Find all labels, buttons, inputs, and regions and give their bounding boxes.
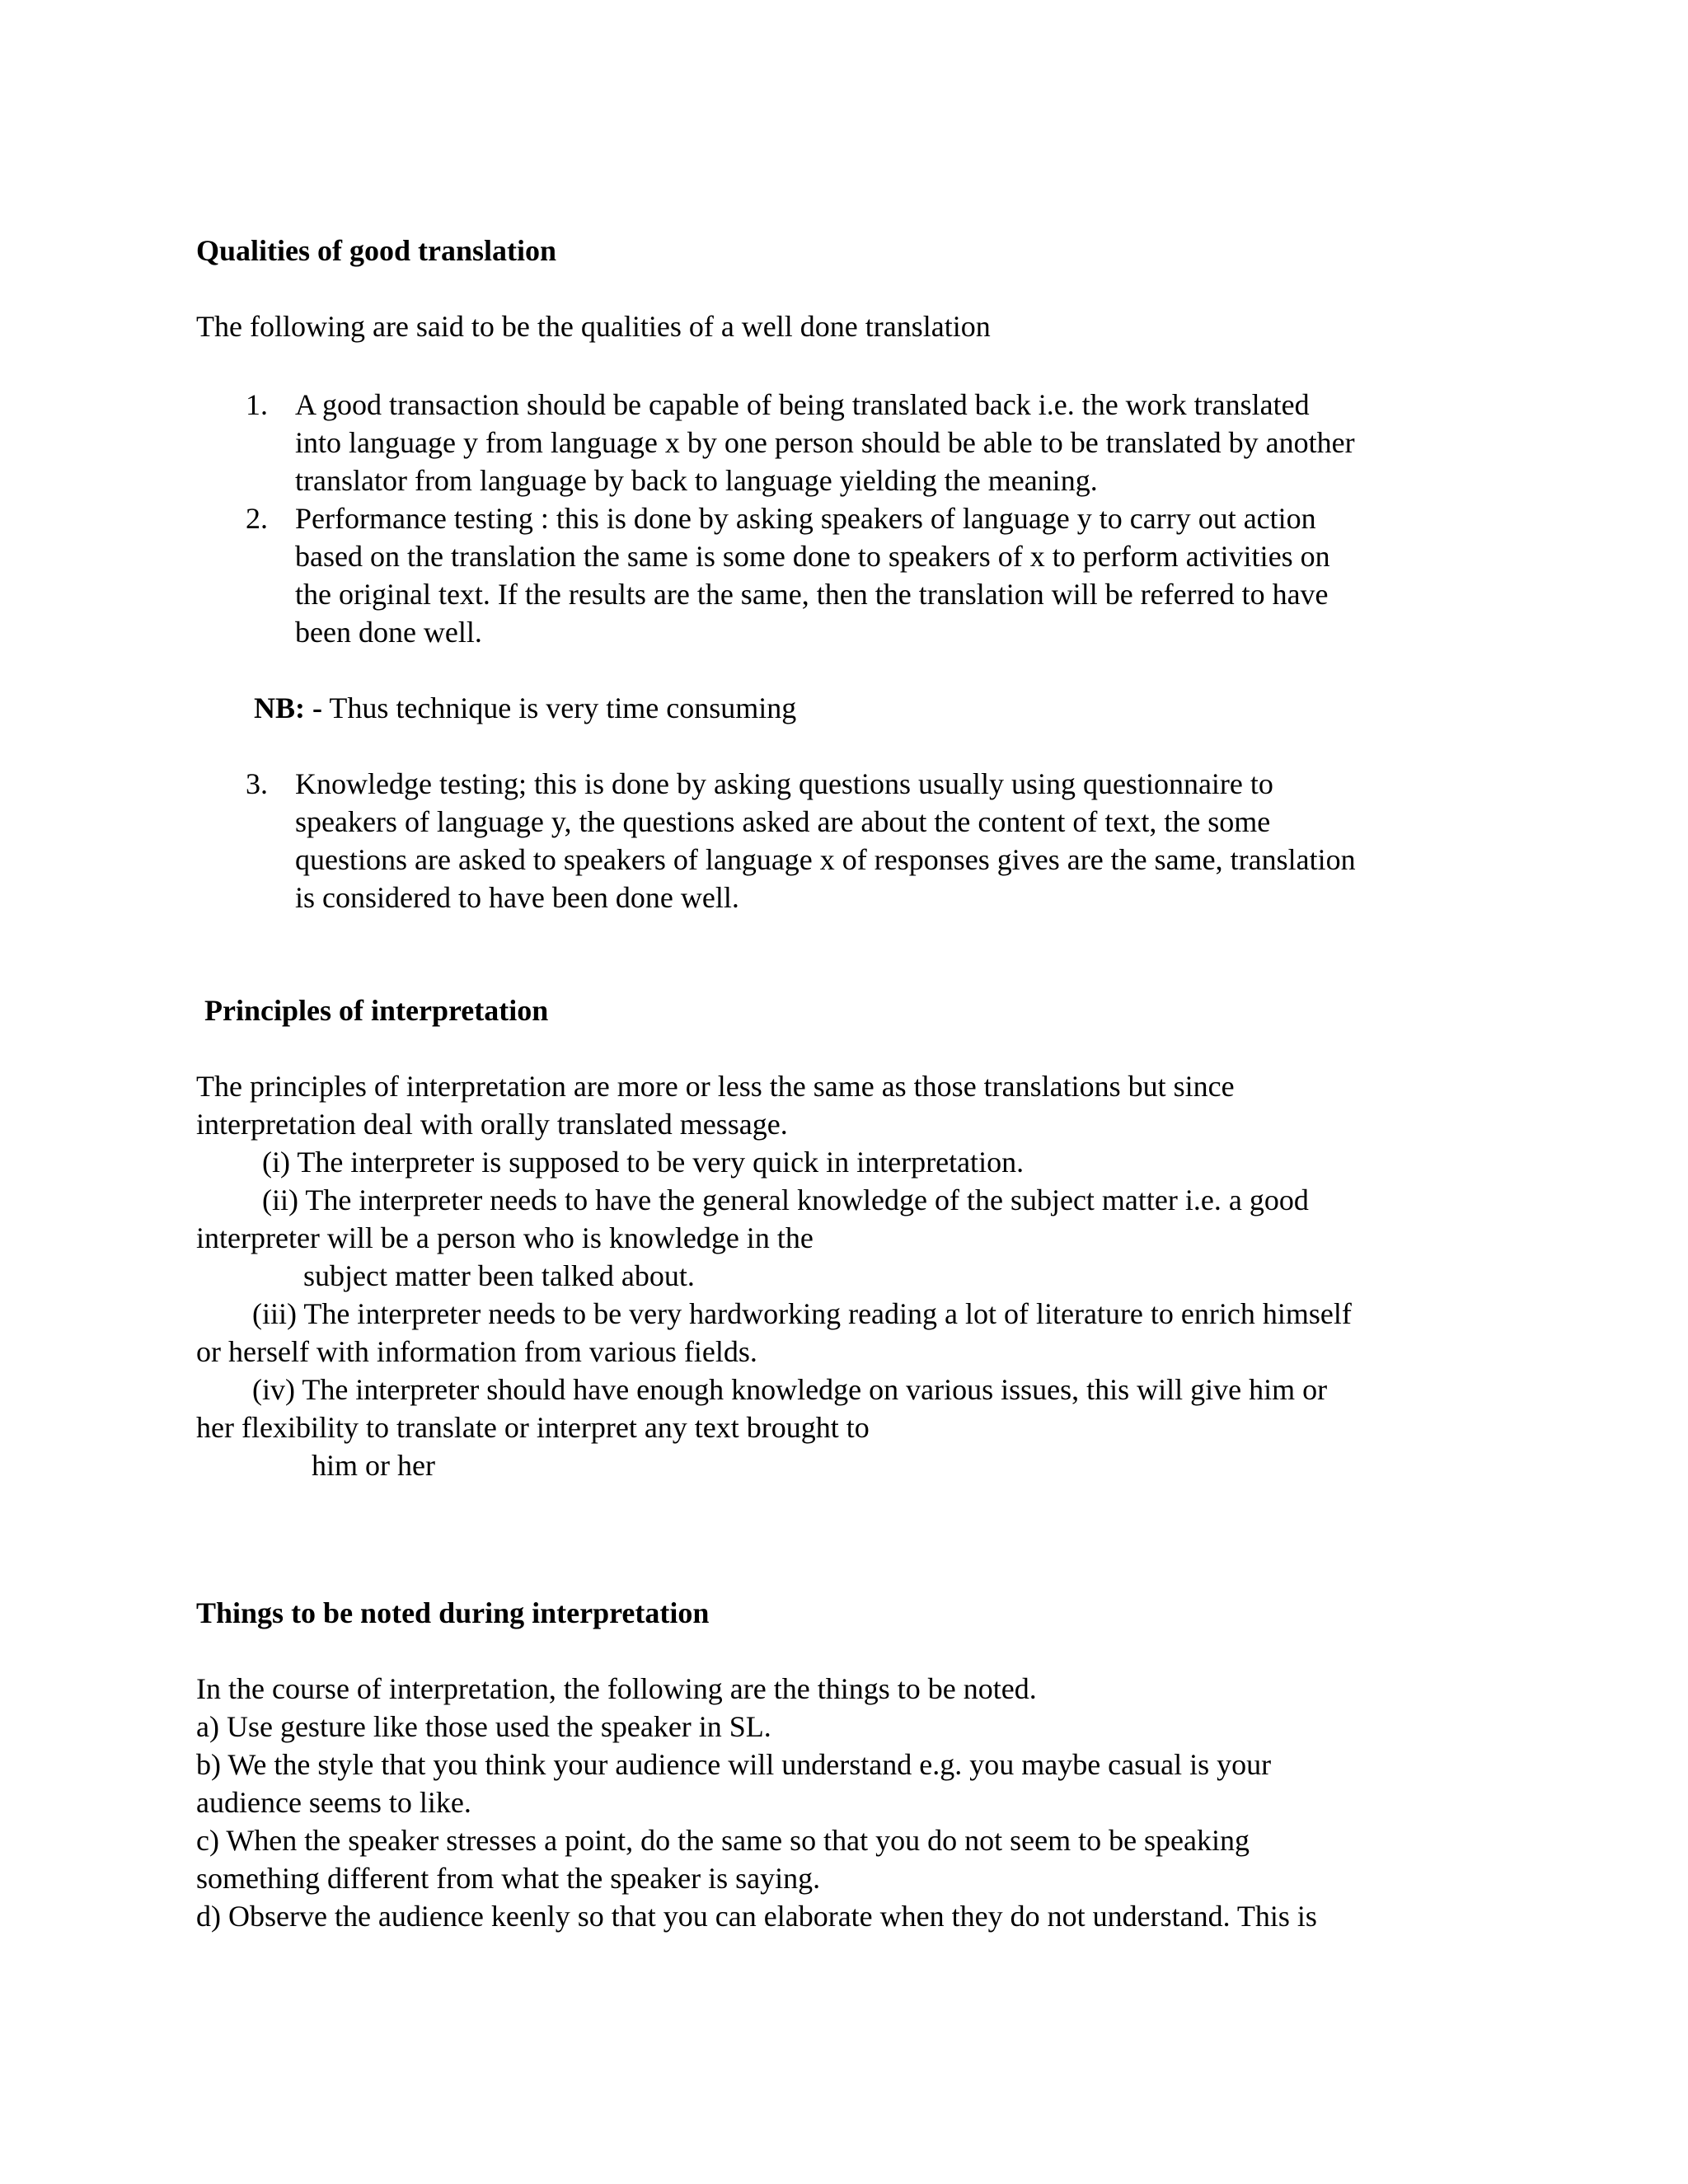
list-item-2-line-4: been done well. <box>295 616 482 649</box>
principles-line-3: (i) The interpreter is supposed to be very quick in interpretation. <box>262 1146 1025 1179</box>
list-item-1-line-3: translator from language by back to language yielding the meaning. <box>295 464 1098 497</box>
list-number-3: 3. <box>246 767 268 800</box>
heading-principles-of-interpretation: Principles of interpretation <box>204 994 549 1027</box>
noted-line-1: In the course of interpretation, the following are the things to be noted. <box>196 1672 1037 1705</box>
list-item-1-line-1: A good transaction should be capable of being translated back i.e. the work translated <box>295 388 1310 421</box>
heading-things-to-be-noted: Things to be noted during interpretation <box>196 1596 710 1629</box>
principles-line-8: or herself with information from various fields. <box>196 1335 757 1368</box>
list-number-1: 1. <box>246 388 268 421</box>
list-number-2: 2. <box>246 502 268 535</box>
list-item-2-line-3: the original text. If the results are the same, then the translation will be referred to have <box>295 578 1329 611</box>
list-item-1-line-2: into language y from language x by one person should be able to be translated by another <box>295 426 1355 459</box>
noted-line-5: c) When the speaker stresses a point, do the same so that you do not seem to be speaking <box>196 1824 1250 1857</box>
list-item-3-line-2: speakers of language y, the questions asked are about the content of text, the some <box>295 805 1271 838</box>
nb-note <box>254 689 796 727</box>
list-item-2-line-2: based on the translation the same is some done to speakers of x to perform activities on <box>295 540 1330 573</box>
principles-line-9: (iv) The interpreter should have enough knowledge on various issues, this will give him or <box>252 1373 1328 1406</box>
noted-line-2: a) Use gesture like those used the speaker in SL. <box>196 1710 771 1743</box>
principles-line-10: her flexibility to translate or interpret any text brought to <box>196 1411 870 1444</box>
nb-label: NB: - <box>254 691 322 724</box>
noted-line-4: audience seems to like. <box>196 1786 471 1819</box>
principles-line-1: The principles of interpretation are more or less the same as those translations but since <box>196 1070 1235 1103</box>
principles-line-7: (iii) The interpreter needs to be very hardworking reading a lot of literature to enrich himself <box>252 1297 1352 1330</box>
list-item-3-line-1: Knowledge testing; this is done by asking questions usually using questionnaire to <box>295 767 1273 800</box>
list-item-3-line-3: questions are asked to speakers of language x of responses gives are the same, translation <box>295 843 1356 876</box>
principles-line-6: subject matter been talked about. <box>303 1259 695 1292</box>
noted-line-7: d) Observe the audience keenly so that you can elaborate when they do not understand. This is <box>196 1900 1317 1933</box>
principles-line-2: interpretation deal with orally translated message. <box>196 1108 788 1141</box>
principles-line-11: him or her <box>312 1449 435 1482</box>
nb-text: Thus technique is very time consuming <box>322 691 797 724</box>
principles-line-5: interpreter will be a person who is knowledge in the <box>196 1221 814 1254</box>
heading-qualities-of-good-translation: Qualities of good translation <box>196 234 557 267</box>
noted-line-6: something different from what the speaker is saying. <box>196 1862 821 1895</box>
list-item-3-line-4: is considered to have been done well. <box>295 881 739 914</box>
list-item-2-line-1: Performance testing : this is done by asking speakers of language y to carry out action <box>295 502 1316 535</box>
principles-line-4: (ii) The interpreter needs to have the general knowledge of the subject matter i.e. a good <box>262 1183 1309 1216</box>
intro-paragraph: The following are said to be the qualities of a well done translation <box>196 310 991 343</box>
noted-line-3: b) We the style that you think your audience will understand e.g. you maybe casual is your <box>196 1748 1272 1781</box>
